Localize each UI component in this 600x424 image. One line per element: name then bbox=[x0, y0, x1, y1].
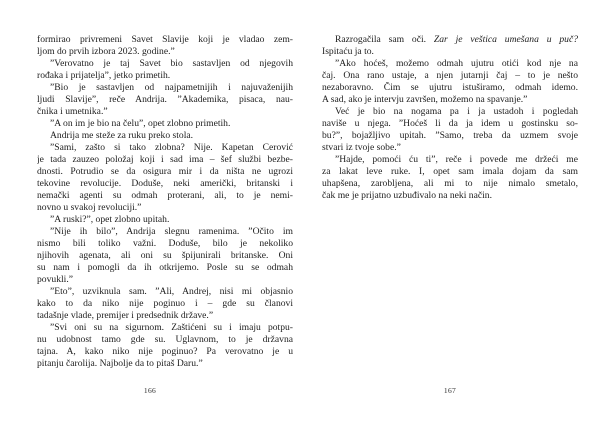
text-line: stvari iz tvoje sobe.” bbox=[322, 142, 401, 153]
text-line: je tada zauzeo položaj koji i sad ima – šef službi bezbe- bbox=[37, 154, 293, 165]
text-line: čnika i umetnika.” bbox=[37, 106, 108, 117]
text-line: povukli.” bbox=[37, 274, 73, 285]
narration-text: Razrogačila sam oči. bbox=[335, 34, 434, 45]
text-line: njihovih agenata, ali oni su špijunirali britanske. Oni bbox=[37, 250, 293, 261]
text-line: tekovine revolucije. Doduše, neki američki, britanski i bbox=[37, 178, 293, 189]
text-line: dnosti. Potrudio se da osigura mir i da ništa ne ugrozi bbox=[37, 166, 293, 177]
inner-thought-italic: Zar je veštica umešana u puč? bbox=[433, 34, 578, 45]
text-line: za lakat leve ruke. I, opet sam imala dojam da sam bbox=[322, 166, 578, 177]
text-line: rođaka i prijatelja”, jetko primetih. bbox=[37, 70, 171, 81]
text-line: ”Svi oni su na sigurnom. Zaštićeni su i imaju potpu- bbox=[50, 322, 293, 333]
text-line: nu udobnost tamo gde su. Uglavnom, to je državna bbox=[37, 334, 293, 345]
text-line: ljudi Slavije”, reče Andrija. ”Akademika, pisaca, nau- bbox=[37, 94, 293, 105]
text-line: ”A on im je bio na čelu”, opet zlobno primetih. bbox=[50, 118, 231, 129]
page-number-right: 167 bbox=[443, 386, 457, 395]
text-line: čak me je prijatno uzbuđivalo na neki način. bbox=[322, 190, 492, 201]
text-line: Andrija me steže za ruku preko stola. bbox=[50, 130, 194, 141]
text-line: Ispitaću ja to. bbox=[322, 46, 374, 57]
text-line: su nam i pomogli da ih otkrijemo. Posle su se odmah bbox=[37, 262, 293, 273]
text-line: naviše u njega. ”Hoćeš li da ja idem u gostinsku so- bbox=[322, 118, 578, 129]
text-line: ”Bio je sastavljen od najpametnijih i najuvaženijih bbox=[50, 82, 293, 93]
text-line: kako to da niko nije poginuo i – gde su članovi bbox=[37, 298, 293, 309]
text-line: ”Eto”, uzviknula sam. ”Ali, Andrej, nisi mi objasnio bbox=[50, 286, 293, 297]
text-line: nemački agenti su odmah proterani, ali, to je nemi- bbox=[37, 190, 293, 201]
text-line: ”Sami, zašto si tako zlobna? Nije. Kapetan Cerović bbox=[50, 142, 293, 153]
text-line: ”Nije ih bilo”, Andrija slegnu ramenima. ”Očito im bbox=[50, 226, 293, 237]
text-line: novno u svakoj revoluciji.” bbox=[37, 202, 142, 213]
text-line: ”Ako hoćeš, možemo odmah ujutru otići kod nje na bbox=[335, 58, 578, 69]
right-page bbox=[322, 34, 578, 202]
text-line: tadašnje vlade, premijer i predsednik države.” bbox=[37, 310, 214, 321]
text-line: Već je bio na nogama pa i ja ustadoh i pogledah bbox=[335, 106, 578, 117]
text-line: ”A ruski?”, opet zlobno upitah. bbox=[50, 214, 170, 225]
text-line: A sad, ako je intervju završen, možemo na spavanje.” bbox=[322, 94, 528, 105]
text-line: formirao privremeni Savet Slavije koji je vladao zem- bbox=[37, 34, 293, 45]
text-line: uhapšena, zarobljena, ali mi to nije nimalo smetalo, bbox=[322, 178, 578, 189]
text-line: bu?”, bojažljivo upitah. ”Samo, treba da uzmem svoje bbox=[322, 130, 578, 141]
text-line: nismo bili toliko važni. Doduše, bilo je nekoliko bbox=[37, 238, 293, 249]
text-line: pitanju čarolija. Najbolje da to pitaš Daru.” bbox=[37, 358, 203, 369]
text-line: čaj. Ona rano ustaje, a njen jutarnji čaj – to je nešto bbox=[322, 70, 578, 81]
left-page bbox=[37, 34, 293, 370]
text-line: ljom do prvih izbora 2023. godine.” bbox=[37, 46, 175, 57]
page-number-left: 166 bbox=[143, 386, 157, 395]
text-line: nezaboravno. Čim se ujutru istuširamo, odmah idemo. bbox=[322, 82, 578, 93]
text-line: ”Verovatno je taj Savet bio sastavljen od njegovih bbox=[50, 58, 293, 69]
text-line bbox=[322, 34, 578, 46]
text-line: ”Hajde, pomoći ću ti”, reče i povede me držeći me bbox=[335, 154, 578, 165]
text-line: tajna. A, kako niko nije poginuo? Pa verovatno je u bbox=[37, 346, 293, 357]
